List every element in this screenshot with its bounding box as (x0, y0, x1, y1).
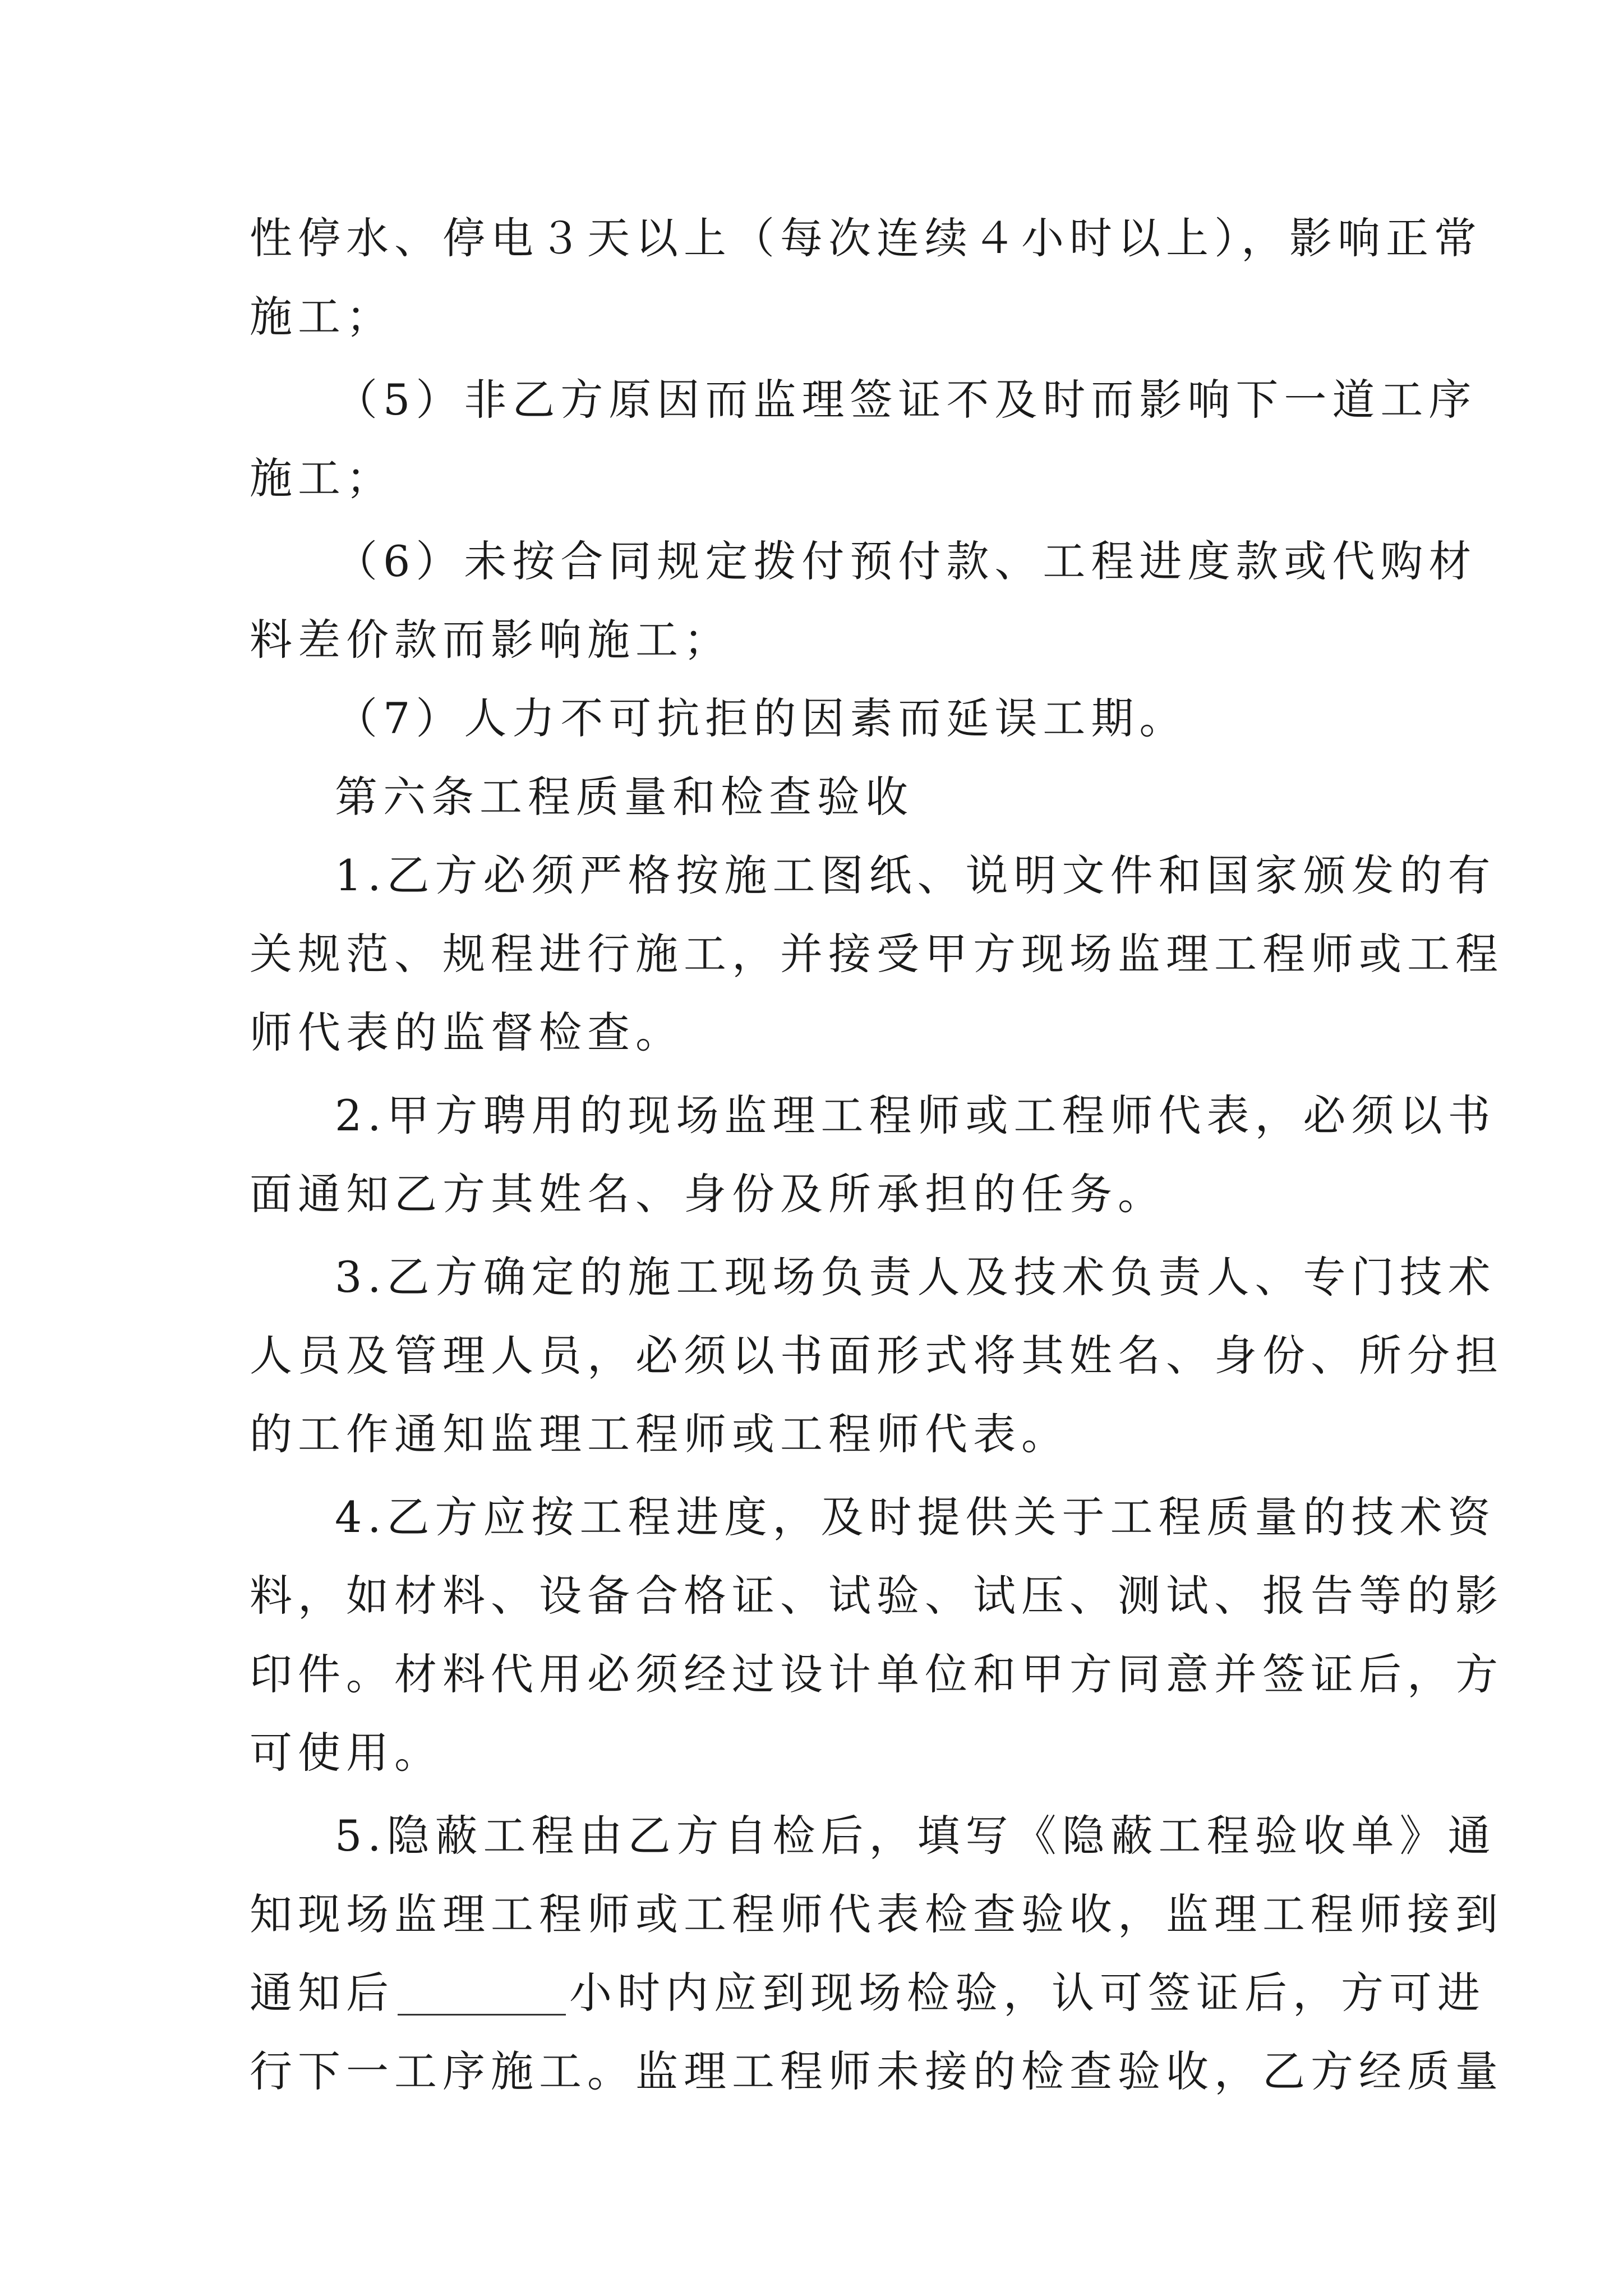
text-line: 料差价款而影响施工； (250, 615, 732, 665)
paragraph-5: 5.隐蔽工程由乙方自检后，填写《隐蔽工程验收单》通 (335, 1811, 1496, 1861)
paragraph-2: 2.甲方聘用的现场监理工程师或工程师代表，必须以书 (335, 1091, 1496, 1140)
text-line: 师代表的监督检查。 (250, 1007, 684, 1057)
paragraph-1: 1.乙方必须严格按施工图纸、说明文件和国家颁发的有 (335, 850, 1496, 900)
section-heading: 第六条工程质量和检查验收 (335, 772, 914, 822)
text-line: 知现场监理工程师或工程师代表检查验收，监理工程师接到 (250, 1889, 1504, 1939)
text-segment: 通知后 (250, 1968, 394, 2018)
text-line: 施工； (250, 292, 394, 342)
text-line: 的工作通知监理工程师或工程师代表。 (250, 1409, 1069, 1459)
clause-item-5: （5）非乙方原因而监理签证不及时而影响下一道工序 (335, 375, 1477, 425)
text-line: 印件。材料代用必须经过设计单位和甲方同意并签证后，方 (250, 1649, 1504, 1699)
text-line: 人员及管理人员，必须以书面形式将其姓名、身份、所分担 (250, 1331, 1504, 1381)
text-line: 面通知乙方其姓名、身份及所承担的任务。 (250, 1169, 1166, 1219)
clause-item-6: （6）未按合同规定拨付预付款、工程进度款或代购材 (335, 536, 1477, 586)
paragraph-3: 3.乙方确定的施工现场负责人及技术负责人、专门技术 (335, 1252, 1496, 1302)
text-line: 施工； (250, 453, 394, 503)
contract-text (250, 199, 1504, 2111)
text-line: 可使用。 (250, 1728, 442, 1778)
text-line: 关规范、规程进行施工，并接受甲方现场监理工程师或工程 (250, 929, 1504, 979)
text-line: 行下一工序施工。监理工程师未接的检查验收，乙方经质量 (250, 2046, 1504, 2096)
text-line: 料，如材料、设备合格证、试验、试压、测试、报告等的影 (250, 1571, 1504, 1621)
clause-item-7: （7）人力不可抗拒的因素而延误工期。 (335, 693, 1188, 743)
paragraph-4: 4.乙方应按工程进度，及时提供关于工程质量的技术资 (335, 1492, 1496, 1542)
fill-in-blank[interactable] (398, 1971, 566, 2016)
text-segment: 小时内应到现场检验，认可签证后，方可进 (569, 1968, 1486, 2018)
text-line: 性停水、停电３天以上（每次连续４小时以上），影响正常 (250, 213, 1482, 263)
text-line-with-blank (250, 1954, 1486, 2032)
